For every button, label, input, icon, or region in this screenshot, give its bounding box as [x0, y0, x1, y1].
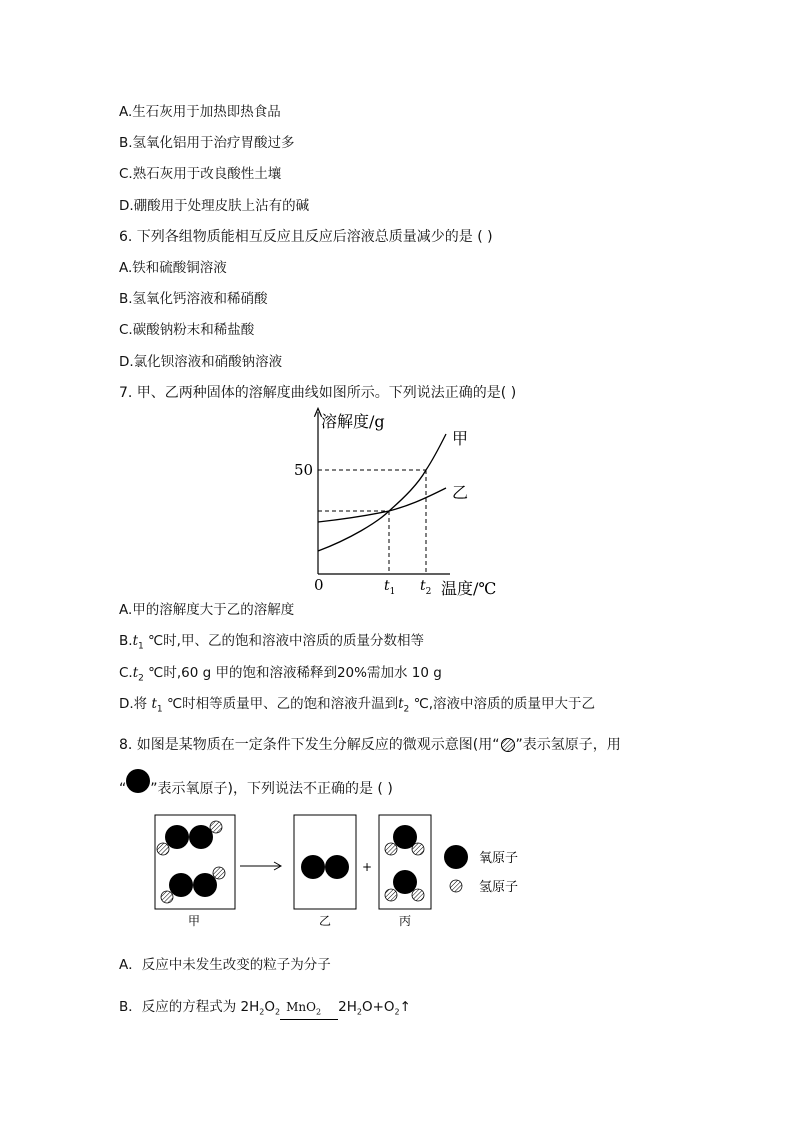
molecule-o2 [301, 855, 349, 879]
q8-option-a: A．反应中未发生改变的粒子为分子 [119, 957, 331, 973]
q6-option-c: C.碳酸钠粉末和稀盐酸 [119, 322, 255, 338]
reaction-diagram [150, 810, 540, 932]
y-axis-label: 溶解度/g [321, 412, 385, 431]
molecule-h2o2-top [157, 821, 222, 855]
y-tick-50: 50 [294, 461, 314, 479]
q8-stem-line1: 8. 如图是某物质在一定条件下发生分解反应的微观示意图(用“ ”表示氢原子，用 [119, 737, 621, 753]
oxygen-atom-icon [126, 769, 150, 793]
q7-stem: 7. 甲、乙两种固体的溶解度曲线如图所示。下列说法正确的是( ) [119, 385, 517, 401]
curve-jia [318, 434, 446, 551]
q7-option-c: $C.t_2$ ℃时,60 g 甲的饱和溶液稀释到20%需加水 10 g [119, 665, 442, 684]
legend-hydrogen-label: 氢原子 [479, 880, 519, 895]
q7-option-a: A.甲的溶解度大于乙的溶解度 [119, 602, 295, 618]
caption-bing: 丙 [399, 914, 412, 928]
caption-yi: 乙 [319, 914, 332, 928]
legend-oxygen-icon [444, 845, 468, 869]
q7-option-b: $B.t_1$ ℃时,甲、乙的饱和溶液中溶质的质量分数相等 [119, 633, 424, 652]
series-label-yi: 乙 [452, 483, 469, 502]
catalyst-over-line: MnO$_2$ [280, 1006, 338, 1024]
molecule-h2o-bottom [385, 870, 424, 901]
q8-option-b: B．反应的方程式为 $2H_2O_2$ MnO$_2$ $2H_2O+O_2↑$ [119, 996, 411, 1024]
molecule-h2o2-bottom [161, 867, 225, 903]
x-axis-label: 温度/℃ [441, 579, 497, 598]
x-tick-t1: $t_1$ [384, 578, 396, 597]
q6-stem: 6. 下列各组物质能相互反应且反应后溶液总质量减少的是 ( ) [119, 229, 493, 245]
molecule-h2o-top [385, 825, 424, 855]
q5-option-c: C.熟石灰用于改良酸性土壤 [119, 166, 282, 182]
q6-option-a: A.铁和硫酸铜溶液 [119, 260, 227, 276]
legend-hydrogen-icon [450, 880, 462, 892]
legend-oxygen-label: 氧原子 [479, 851, 519, 866]
q5-option-d: D.硼酸用于处理皮肤上沾有的碱 [119, 198, 310, 214]
origin-label: 0 [314, 576, 324, 594]
q5-option-a: A.生石灰用于加热即热食品 [119, 104, 281, 120]
plus-sign: + [362, 860, 373, 874]
q7-option-d: D.将 $t_1$ ℃时相等质量甲、乙的饱和溶液升温到$t_2$ ℃,溶液中溶质的质量甲大于乙 [119, 696, 596, 715]
q6-option-d: D.氯化钡溶液和硝酸钠溶液 [119, 354, 283, 370]
hydrogen-atom-icon [500, 737, 516, 753]
solubility-chart [290, 404, 520, 600]
x-tick-t2: $t_2$ [420, 578, 432, 597]
q8-stem-line2: “ ”表示氧原子)，下列说法不正确的是 ( ) [119, 777, 393, 801]
q5-option-b: B.氢氧化铝用于治疗胃酸过多 [119, 135, 295, 151]
caption-jia: 甲 [188, 914, 201, 928]
series-label-jia: 甲 [452, 429, 469, 448]
q6-option-b: B.氢氧化钙溶液和稀硝酸 [119, 291, 268, 307]
